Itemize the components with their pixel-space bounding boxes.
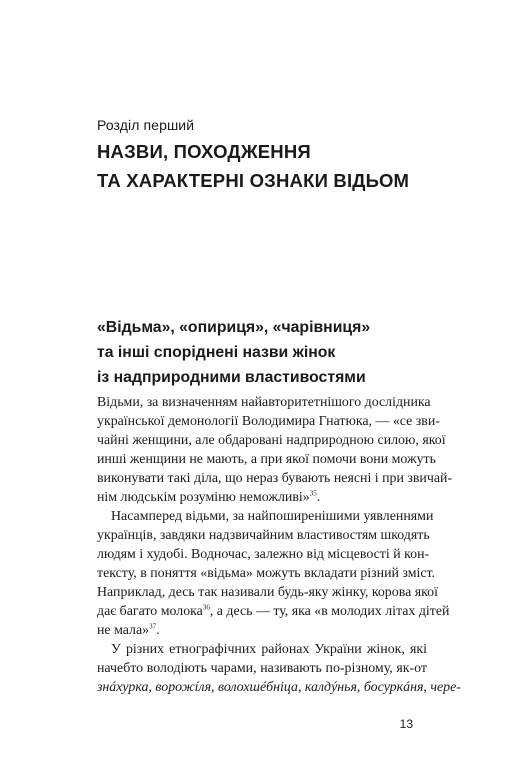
footnote-ref: 36 bbox=[202, 603, 210, 612]
footnote-ref: 35 bbox=[309, 489, 317, 498]
text-fragment: не мала» bbox=[97, 623, 150, 638]
text-line: тексту, в поняття «відьма» можуть вкладати різний зміст. bbox=[97, 566, 436, 581]
paragraph-3 bbox=[97, 640, 461, 697]
text-fragment: дає багато молока bbox=[97, 604, 203, 619]
chapter-title-line: ТА ХАРАКТЕРНІ ОЗНАКИ ВІДЬОМ bbox=[97, 170, 410, 191]
term: калдýнья bbox=[304, 680, 357, 695]
text-line: У різних етнографічних районах України жінок, які bbox=[111, 642, 427, 657]
term: босуркáня bbox=[363, 680, 424, 695]
body-text bbox=[97, 393, 461, 697]
text-line: української демонології Володимира Гнатюка, — «се зви- bbox=[97, 414, 440, 429]
section-title bbox=[97, 315, 427, 390]
text-fragment: . bbox=[156, 623, 160, 638]
text-line bbox=[97, 602, 450, 621]
text-line: Насамперед відьми, за найпоширенішими уявленнями bbox=[111, 509, 434, 524]
text-fragment: , а десь — ту, яка «в молодих літах дітей bbox=[209, 604, 450, 619]
section-title-line: «Відьма», «опириця», «чарівниця» bbox=[97, 319, 371, 336]
section-title-line: із надприродними властивостями bbox=[97, 369, 366, 386]
section-title-line: та інші споріднені назви жінок bbox=[97, 344, 336, 361]
text-line: инші женщини не мають, а при якої помочи вони можуть bbox=[97, 452, 436, 467]
text-line: виконувати такі діла, що нераз бувають неясні і при звичай- bbox=[97, 471, 453, 486]
text-line: Відьми, за визначенням найавторитетнішого дослідника bbox=[97, 395, 431, 410]
text-line: чайні женщини, але обдаровані надприродною силою, якої bbox=[97, 433, 446, 448]
term: ворожíля bbox=[155, 680, 212, 695]
text-line: начебто володіють чарами, називають по-різному, як-от bbox=[97, 661, 427, 676]
text-line: людям і худобі. Водночас, залежно від місцевості й кон- bbox=[97, 547, 430, 562]
page-number: 13 bbox=[399, 717, 413, 731]
text-line bbox=[97, 488, 427, 507]
paragraph-1 bbox=[97, 393, 453, 507]
text-fragment: нім людськім розуміню неможливі» bbox=[97, 490, 310, 505]
text-line: українців, завдяки надзвичайним властивостям шкодять bbox=[97, 528, 430, 543]
text-line bbox=[97, 621, 427, 640]
paragraph-2 bbox=[97, 507, 450, 640]
text-line: знáхурка, ворожíля, волохшéбніца, калдýнья, босуркáня, чере- bbox=[97, 680, 461, 695]
chapter-label: Розділ перший bbox=[97, 117, 195, 133]
footnote-ref: 37 bbox=[149, 622, 157, 631]
term: чере- bbox=[430, 680, 461, 695]
term: знáхурка bbox=[97, 680, 149, 695]
chapter-title-line: НАЗВИ, ПОХОДЖЕННЯ bbox=[97, 141, 311, 162]
chapter-title bbox=[97, 137, 427, 195]
text-line: Наприклад, десь так називали будь-яку жінку, корова якої bbox=[97, 585, 438, 600]
term: волохшéбніца bbox=[218, 680, 298, 695]
text-fragment: . bbox=[316, 490, 321, 505]
